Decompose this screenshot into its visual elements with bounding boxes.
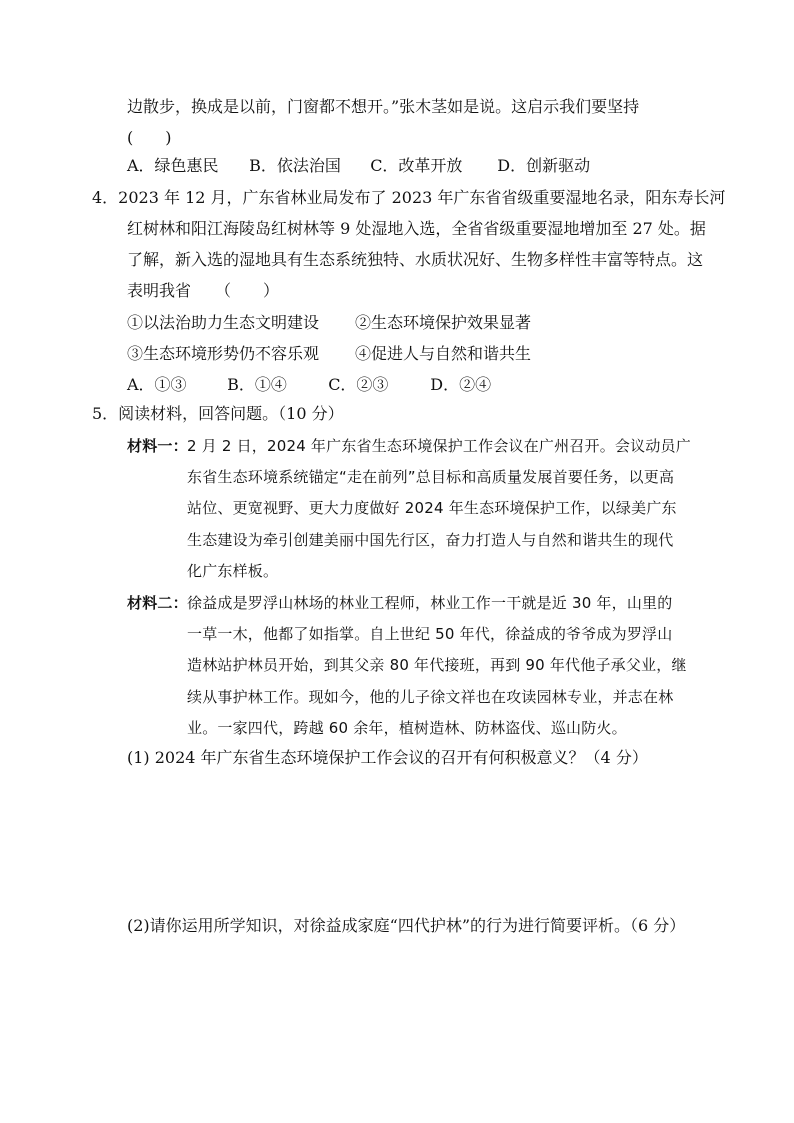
q3-option-d[interactable]: D．创新驱动 xyxy=(497,156,591,175)
q4-statement-1: ①以法治助力生态文明建设 xyxy=(127,313,320,332)
q4-option-d[interactable]: D．②④ xyxy=(430,375,492,394)
material-1-line: 2 月 2 日，2024 年广东省生态环境保护工作会议在广州召开。会议动员广 xyxy=(187,437,691,455)
material-2-line: 徐益成是罗浮山林场的林业工程师，林业工作一干就是近 30 年，山里的 xyxy=(187,594,673,612)
q5-subquestion-1: (1) 2024 年广东省生态环境保护工作会议的召开有何积极意义？（4 分） xyxy=(127,748,648,767)
q3-continuation-text: 边散步，换成是以前，门窗都不想开。”张木茎如是说。这启示我们要坚持 xyxy=(127,97,640,116)
q4-option-a[interactable]: A．①③ xyxy=(127,375,187,394)
material-1-line: 生态建设为牵引创建美丽中国先行区，奋力打造人与自然和谐共生的现代 xyxy=(187,531,674,549)
q4-options xyxy=(127,375,491,395)
q4-stem-line: 红树林和阳江海陵岛红树林等 9 处湿地入选，全省省级重要湿地增加至 27 处。据 xyxy=(127,219,706,238)
q4-stem-line: 了解，新入选的湿地具有生态系统独特、水质状况好、生物多样性丰富等特点。这 xyxy=(127,250,704,269)
q3-option-a[interactable]: A．绿色惠民 xyxy=(127,156,219,175)
q3-options xyxy=(127,156,590,176)
q3-option-b[interactable]: B．依法治国 xyxy=(249,156,341,175)
material-2-label: 材料二： xyxy=(127,594,188,612)
q3-option-c[interactable]: C．改革开放 xyxy=(370,156,463,175)
q4-statement-3: ③生态环境形势仍不容乐观 xyxy=(127,344,320,363)
material-2-line: 续从事护林工作。现如今，他的儿子徐文祥也在攻读园林专业，并志在林 xyxy=(187,688,674,706)
material-2-line: 业。一家四代，跨越 60 余年，植树造林、防林盗伐、巡山防火。 xyxy=(187,719,627,737)
material-1-line: 东省生态环境系统锚定“走在前列”总目标和高质量发展首要任务，以更高 xyxy=(187,468,675,486)
material-2-line: 一草一木，他都了如指掌。自上世纪 50 年代，徐益成的爷爷成为罗浮山 xyxy=(187,625,673,643)
q4-statement-4: ④促进人与自然和谐共生 xyxy=(355,344,532,363)
material-1-line: 站位、更宽视野、更大力度做好 2024 年生态环境保护工作，以绿美广东 xyxy=(187,499,677,517)
q4-stem-line: 4．2023 年 12 月，广东省林业局发布了 2023 年广东省省级重要湿地名录，阳东寿长河 xyxy=(92,188,726,207)
q5-subquestion-2: (2)请你运用所学知识，对徐益成家庭“四代护林”的行为进行简要评析。（6 分） xyxy=(127,916,686,935)
material-2-line: 造林站护林员开始，到其父亲 80 年代接班，再到 90 年代他子承父业，继 xyxy=(187,656,687,674)
q4-stem-line: 表明我省 （ ） xyxy=(127,281,280,300)
material-1-label: 材料一： xyxy=(127,437,188,455)
q4-option-b[interactable]: B．①④ xyxy=(227,375,287,394)
q4-statement-2: ②生态环境保护效果显著 xyxy=(355,313,532,332)
q3-answer-paren: ( ) xyxy=(127,128,172,147)
q5-title: 5．阅读材料，回答问题。（10 分） xyxy=(92,404,344,423)
material-1-line: 化广东样板。 xyxy=(187,562,279,580)
q4-option-c[interactable]: C．②③ xyxy=(328,375,389,394)
